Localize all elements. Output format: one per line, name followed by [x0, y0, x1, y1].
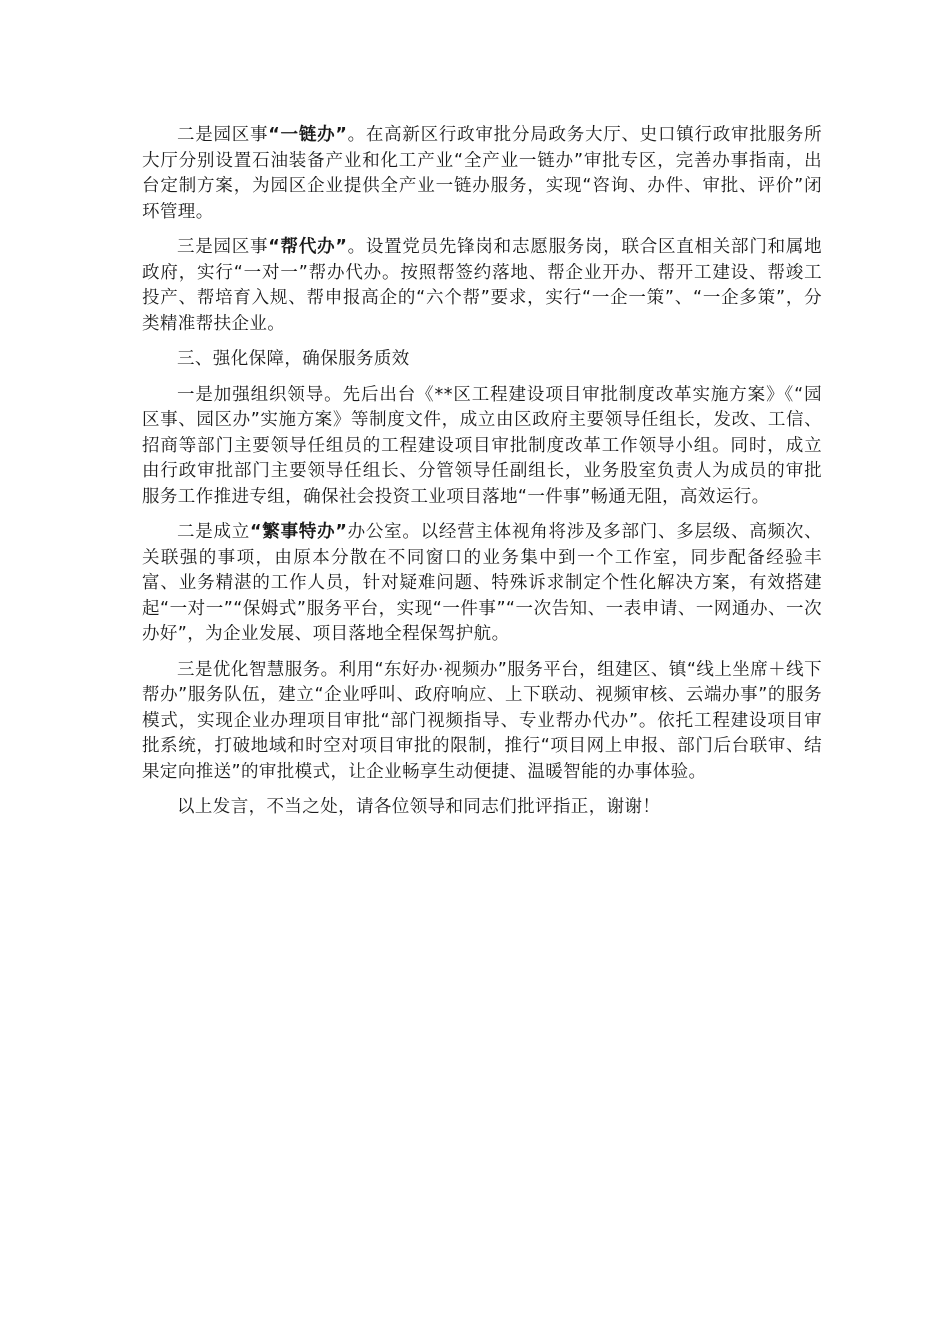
paragraph-lead: 三是园区事 — [177, 237, 269, 257]
paragraph-text: 一是加强组织领导。先后出台《**区工程建设项目审批制度改革实施方案》《“园区事、园区办”实施方案》等制度文件，成立由区政府主要领导任组长，发改、工信、招商等部门主要领导任组员的工程建设项目审批制度改革工作领导小组。同时，成立由行政审批部门主要领导任组长、分管领导任副组长，业务股室负责人为成员的审批服务工作推进专组，确保社会投资工业项目落地“一件事”畅通无阻，高效运行。 — [142, 384, 822, 507]
paragraph-text: 办公室。以经营主体视角将涉及多部门、多层级、高频次、关联强的事项，由原本分散在不同窗口的业务集中到一个工作室，同步配备经验丰富、业务精湛的工作人员，针对疑难问题、特殊诉求制定个性化解决方案，有效搭建起“一对一”“保姆式”服务平台，实现“一件事”“一次告知、一表申请、一网通办、一次办好”，为企业发展、项目落地全程保驾护航。 — [142, 522, 822, 644]
paragraph-organization-leadership — [142, 383, 822, 511]
paragraph-text: 。设置党员先锋岗和志愿服务岗，联合区直相关部门和属地政府，实行“一对一”帮办代办。按照帮签约落地、帮企业开办、帮开工建设、帮竣工投产、帮培育入规、帮申报高企的“六个帮”要求，实行“一企一策”、“一企多策”，分类精准帮扶企业。 — [142, 237, 822, 334]
document-body — [142, 123, 822, 831]
section-heading-guarantee — [142, 347, 822, 373]
paragraph-special-office — [142, 520, 822, 648]
paragraph-text: 三、强化保障，确保服务质效 — [177, 349, 410, 369]
paragraph-park-one-chain — [142, 123, 822, 225]
paragraph-text: 以上发言，不当之处，请各位领导和同志们批评指正，谢谢！ — [177, 797, 661, 817]
paragraph-closing — [142, 795, 822, 821]
paragraph-smart-service — [142, 658, 822, 786]
paragraph-lead: 二是成立 — [177, 522, 251, 542]
paragraph-text: 三是优化智慧服务。利用“东好办·视频办”服务平台，组建区、镇“线上坐席＋线下帮办”服务队伍，建立“企业呼叫、政府响应、上下联动、视频审核、云端办事”的服务模式，实现企业办理项目审批“部门视频指导、专业帮办代办”。依托工程建设项目审批系统，打破地域和时空对项目审批的限制，推行“项目网上申报、部门后台联审、结果定向推送”的审批模式，让企业畅享生动便捷、温暖智能的办事体验。 — [142, 659, 822, 782]
paragraph-lead: 二是园区事 — [177, 125, 269, 145]
paragraph-lead-bold: “帮代办” — [268, 237, 348, 257]
paragraph-park-proxy-service — [142, 235, 822, 337]
paragraph-lead-bold: “繁事特办” — [250, 522, 348, 542]
paragraph-text: 。在高新区行政审批分局政务大厅、史口镇行政审批服务所大厅分别设置石油装备产业和化工产业“全产业一链办”审批专区，完善办事指南，出台定制方案，为园区企业提供全产业一链办服务，实现“咨询、办件、审批、评价”闭环管理。 — [142, 125, 822, 222]
paragraph-lead-bold: “一链办” — [268, 125, 348, 145]
